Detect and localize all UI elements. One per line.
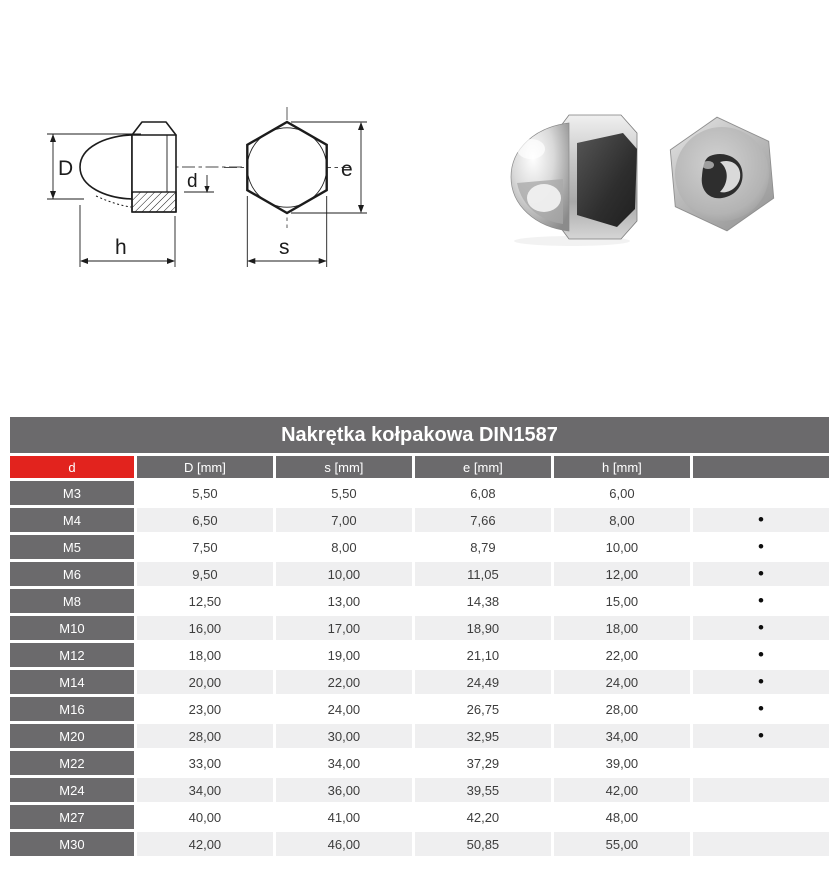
- value-cell-s: 46,00: [276, 832, 412, 856]
- value-cell-s: 34,00: [276, 751, 412, 775]
- title-row: [10, 417, 829, 453]
- table-row: [10, 562, 829, 586]
- dim-label-s: s: [279, 236, 290, 259]
- value-cell-s: 22,00: [276, 670, 412, 694]
- dim-label-h: h: [115, 236, 127, 259]
- row-label-cell: M6: [10, 562, 134, 586]
- column-header-s-mm: s [mm]: [276, 456, 412, 478]
- value-cell-s: 8,00: [276, 535, 412, 559]
- table-row: [10, 643, 829, 667]
- value-cell-e: 18,90: [415, 616, 551, 640]
- table-row: [10, 697, 829, 721]
- column-header-h-mm: h [mm]: [554, 456, 690, 478]
- hex-front-face: [577, 133, 637, 227]
- row-label-cell: M20: [10, 724, 134, 748]
- value-cell-s: 30,00: [276, 724, 412, 748]
- value-cell-D: 12,50: [137, 589, 273, 613]
- value-cell-e: 7,66: [415, 508, 551, 532]
- table-row: [10, 508, 829, 532]
- row-label-cell: M8: [10, 589, 134, 613]
- value-cell-h: 42,00: [554, 778, 690, 802]
- value-cell-h: 8,00: [554, 508, 690, 532]
- column-header-row: [10, 456, 829, 478]
- value-cell-h: 22,00: [554, 643, 690, 667]
- value-cell-D: 20,00: [137, 670, 273, 694]
- value-cell-D: 28,00: [137, 724, 273, 748]
- column-header-d: d: [10, 456, 134, 478]
- row-label-cell: M4: [10, 508, 134, 532]
- product-photo-side: [511, 115, 637, 246]
- spec-table: [7, 414, 832, 859]
- availability-dot-cell: •: [693, 589, 829, 613]
- dim-label-D: D: [58, 157, 74, 180]
- figure-area: [0, 0, 839, 412]
- value-cell-e: 21,10: [415, 643, 551, 667]
- value-cell-h: 34,00: [554, 724, 690, 748]
- availability-dot-cell: [693, 832, 829, 856]
- value-cell-e: 6,08: [415, 481, 551, 505]
- table-title: Nakrętka kołpakowa DIN1587: [10, 417, 829, 453]
- product-photo-back: [670, 117, 773, 231]
- value-cell-s: 24,00: [276, 697, 412, 721]
- table-row: [10, 670, 829, 694]
- availability-dot-cell: •: [693, 670, 829, 694]
- dome-profile: [80, 135, 132, 199]
- value-cell-h: 24,00: [554, 670, 690, 694]
- value-cell-e: 11,05: [415, 562, 551, 586]
- availability-dot-cell: •: [693, 616, 829, 640]
- value-cell-s: 7,00: [276, 508, 412, 532]
- value-cell-D: 40,00: [137, 805, 273, 829]
- row-label-cell: M24: [10, 778, 134, 802]
- value-cell-e: 32,95: [415, 724, 551, 748]
- value-cell-h: 55,00: [554, 832, 690, 856]
- availability-dot-cell: [693, 481, 829, 505]
- availability-dot-cell: [693, 751, 829, 775]
- value-cell-D: 7,50: [137, 535, 273, 559]
- value-cell-D: 6,50: [137, 508, 273, 532]
- value-cell-D: 23,00: [137, 697, 273, 721]
- dim-label-e: e: [341, 158, 353, 181]
- availability-dot-cell: •: [693, 562, 829, 586]
- column-header-availability: [693, 456, 829, 478]
- table-row: [10, 535, 829, 559]
- value-cell-e: 14,38: [415, 589, 551, 613]
- dim-label-d: d: [187, 171, 198, 192]
- table-row: [10, 751, 829, 775]
- value-cell-D: 34,00: [137, 778, 273, 802]
- availability-dot-cell: [693, 805, 829, 829]
- table-row: [10, 589, 829, 613]
- value-cell-s: 13,00: [276, 589, 412, 613]
- value-cell-h: 15,00: [554, 589, 690, 613]
- table-row: [10, 616, 829, 640]
- row-label-cell: M3: [10, 481, 134, 505]
- value-cell-D: 5,50: [137, 481, 273, 505]
- value-cell-D: 18,00: [137, 643, 273, 667]
- table-row: [10, 832, 829, 856]
- hexagon-outline: [247, 122, 326, 213]
- column-header-e-mm: e [mm]: [415, 456, 551, 478]
- technical-drawing: [0, 0, 839, 412]
- row-label-cell: M16: [10, 697, 134, 721]
- value-cell-h: 10,00: [554, 535, 690, 559]
- table-row: [10, 724, 829, 748]
- table-body: [10, 481, 829, 856]
- thread-section-hatch: [132, 192, 176, 212]
- availability-dot-cell: [693, 778, 829, 802]
- row-label-cell: M5: [10, 535, 134, 559]
- value-cell-e: 37,29: [415, 751, 551, 775]
- availability-dot-cell: •: [693, 724, 829, 748]
- row-label-cell: M30: [10, 832, 134, 856]
- value-cell-h: 48,00: [554, 805, 690, 829]
- table-row: [10, 778, 829, 802]
- value-cell-e: 50,85: [415, 832, 551, 856]
- hex-view-drawing: [224, 107, 367, 267]
- value-cell-D: 33,00: [137, 751, 273, 775]
- value-cell-s: 19,00: [276, 643, 412, 667]
- availability-dot-cell: •: [693, 535, 829, 559]
- value-cell-D: 42,00: [137, 832, 273, 856]
- table-row: [10, 481, 829, 505]
- availability-dot-cell: •: [693, 697, 829, 721]
- value-cell-e: 42,20: [415, 805, 551, 829]
- value-cell-s: 17,00: [276, 616, 412, 640]
- value-cell-e: 24,49: [415, 670, 551, 694]
- availability-dot-cell: •: [693, 508, 829, 532]
- side-view-drawing: [47, 122, 242, 267]
- value-cell-D: 16,00: [137, 616, 273, 640]
- value-cell-h: 12,00: [554, 562, 690, 586]
- value-cell-D: 9,50: [137, 562, 273, 586]
- row-label-cell: M27: [10, 805, 134, 829]
- value-cell-e: 8,79: [415, 535, 551, 559]
- value-cell-e: 39,55: [415, 778, 551, 802]
- row-label-cell: M22: [10, 751, 134, 775]
- value-cell-s: 41,00: [276, 805, 412, 829]
- row-label-cell: M12: [10, 643, 134, 667]
- value-cell-h: 6,00: [554, 481, 690, 505]
- value-cell-h: 39,00: [554, 751, 690, 775]
- value-cell-s: 10,00: [276, 562, 412, 586]
- value-cell-s: 5,50: [276, 481, 412, 505]
- row-label-cell: M14: [10, 670, 134, 694]
- value-cell-h: 18,00: [554, 616, 690, 640]
- availability-dot-cell: •: [693, 643, 829, 667]
- value-cell-s: 36,00: [276, 778, 412, 802]
- column-header-D-mm: D [mm]: [137, 456, 273, 478]
- row-label-cell: M10: [10, 616, 134, 640]
- table-row: [10, 805, 829, 829]
- value-cell-h: 28,00: [554, 697, 690, 721]
- value-cell-e: 26,75: [415, 697, 551, 721]
